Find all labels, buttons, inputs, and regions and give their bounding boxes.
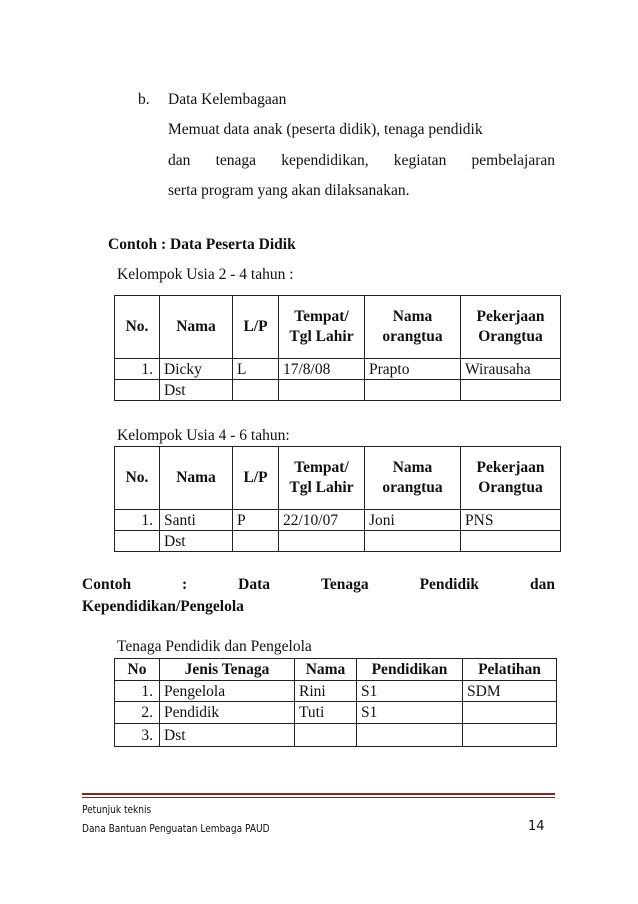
header-cell: Pekerjaan Orangtua — [461, 447, 561, 510]
staff-table — [114, 658, 557, 747]
header-cell: Tempat/ Tgl Lahir — [279, 296, 365, 359]
table-cell — [463, 702, 557, 724]
table-cell — [233, 380, 279, 401]
page-number: 14 — [528, 819, 545, 834]
table-cell: Dst — [160, 380, 233, 401]
table-cell: 1. — [115, 681, 160, 702]
table-cell: 1. — [115, 510, 160, 531]
table-row — [115, 510, 561, 531]
table-cell: S1 — [357, 702, 463, 724]
list-marker: b. — [138, 91, 150, 108]
table-caption: Tenaga Pendidik dan Pengelola — [117, 638, 312, 655]
table-cell: S1 — [357, 681, 463, 702]
header-cell: Nama — [160, 447, 233, 510]
header-cell: Nama orangtua — [365, 296, 461, 359]
table-cell — [461, 380, 561, 401]
header-cell: L/P — [233, 447, 279, 510]
footer-rule-thin — [82, 797, 555, 798]
title-word: Pendidik — [419, 576, 480, 593]
table-caption: Kelompok Usia 4 - 6 tahun: — [117, 427, 290, 444]
table-cell: 2. — [115, 702, 160, 724]
table-cell: Santi — [160, 510, 233, 531]
table-cell — [365, 380, 461, 401]
header-cell: No — [115, 659, 160, 681]
table-cell: Dst — [160, 531, 233, 552]
table-cell: PNS — [461, 510, 561, 531]
title-word: dan — [529, 576, 555, 593]
table-row — [115, 359, 561, 380]
title-word: : — [182, 576, 188, 593]
table-cell: Joni — [365, 510, 461, 531]
footer-line: Dana Bantuan Penguatan Lembaga PAUD — [82, 822, 270, 835]
table-cell: Pengelola — [160, 681, 295, 702]
table-cell: 17/8/08 — [279, 359, 365, 380]
table-cell — [295, 724, 357, 747]
table-caption: Kelompok Usia 2 - 4 tahun : — [117, 266, 294, 283]
example-title-continued: Kependidikan/Pengelola — [82, 598, 244, 615]
title-word: Data — [238, 576, 271, 593]
table-cell — [233, 531, 279, 552]
student-table-4-6 — [114, 446, 561, 552]
table-cell — [115, 531, 160, 552]
table-cell — [461, 531, 561, 552]
table-cell: Wirausaha — [461, 359, 561, 380]
title-word: Tenaga — [320, 576, 369, 593]
paragraph-line: dan tenaga kependidikan, kegiatan pembelajaran — [168, 152, 555, 169]
title-word: Contoh — [82, 576, 132, 593]
table-cell — [279, 531, 365, 552]
header-cell: No. — [115, 447, 160, 510]
header-cell: Nama — [160, 296, 233, 359]
section-heading: Data Kelembagaan — [168, 91, 287, 108]
table-cell: Tuti — [295, 702, 357, 724]
header-cell: Nama orangtua — [365, 447, 461, 510]
table-row — [115, 702, 557, 724]
header-cell: Jenis Tenaga — [160, 659, 295, 681]
table-cell: Prapto — [365, 359, 461, 380]
table-cell: Rini — [295, 681, 357, 702]
table-cell: P — [233, 510, 279, 531]
table-cell — [357, 724, 463, 747]
table-cell: L — [233, 359, 279, 380]
student-table-2-4 — [114, 295, 561, 401]
table-cell: Dicky — [160, 359, 233, 380]
table-row — [115, 380, 561, 401]
header-cell: No. — [115, 296, 160, 359]
table-cell — [279, 380, 365, 401]
header-cell: Pendidikan — [357, 659, 463, 681]
table-cell — [115, 380, 160, 401]
example-title — [82, 574, 555, 596]
table-cell: Dst — [160, 724, 295, 747]
table-cell: 22/10/07 — [279, 510, 365, 531]
table-row — [115, 681, 557, 702]
header-cell: Tempat/ Tgl Lahir — [279, 447, 365, 510]
table-cell — [365, 531, 461, 552]
table-cell: 1. — [115, 359, 160, 380]
header-cell: L/P — [233, 296, 279, 359]
table-cell — [463, 724, 557, 747]
example-title: Contoh : Data Peserta Didik — [108, 236, 296, 253]
table-cell: 3. — [115, 724, 160, 747]
table-row — [115, 531, 561, 552]
header-cell: Pekerjaan Orangtua — [461, 296, 561, 359]
header-cell: Nama — [295, 659, 357, 681]
header-cell: Pelatihan — [463, 659, 557, 681]
table-cell: Pendidik — [160, 702, 295, 724]
table-row — [115, 724, 557, 747]
table-cell: SDM — [463, 681, 557, 702]
paragraph-line: serta program yang akan dilaksanakan. — [168, 182, 410, 199]
footer-rule — [82, 793, 555, 795]
footer-line: Petunjuk teknis — [82, 803, 152, 816]
paragraph-line: Memuat data anak (peserta didik), tenaga pendidik — [168, 121, 483, 138]
